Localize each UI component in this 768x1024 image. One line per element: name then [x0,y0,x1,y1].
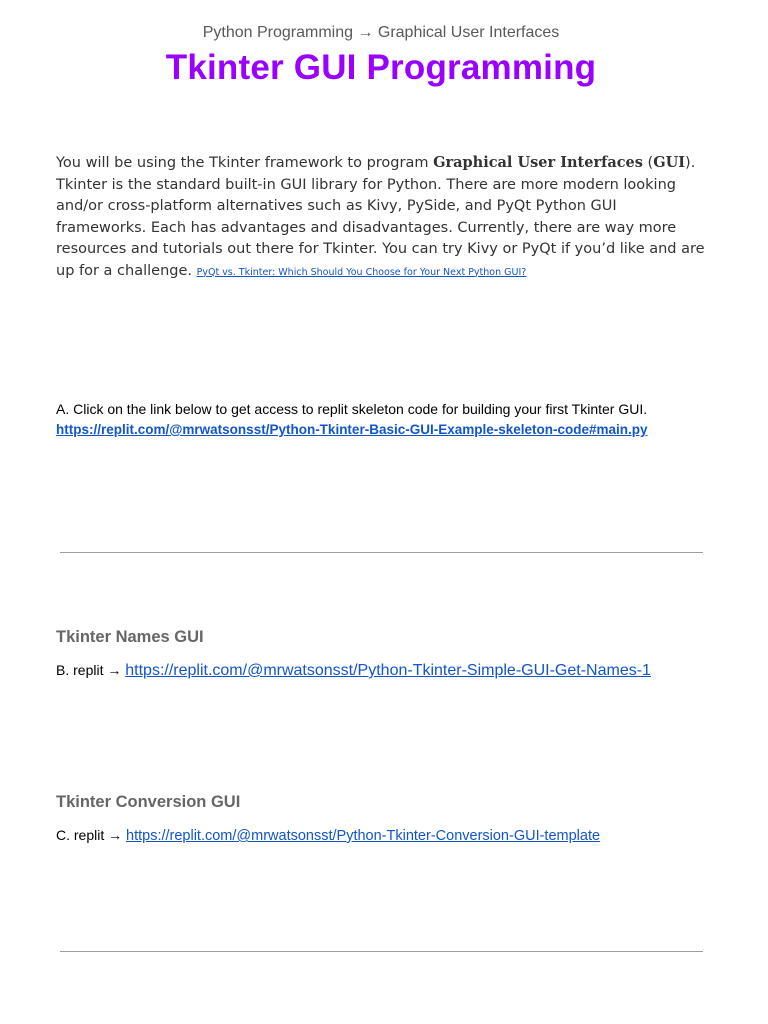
section-c-prefix: C. replit → [56,827,127,843]
horizontal-divider [60,552,703,553]
intro-paragraph [56,152,706,283]
section-b-line [56,662,651,680]
intro-text-end: ). Tkinter is the standard built-in GUI library for Python. There are more modern looking and/or cross-platform alternatives such as Kivy, PySide, and PyQt Python GUI frameworks. Each has advantages and disadvantages. Currently, there are way more resources and tutorials out there for Tkinter. You can try Kivy or PyQt if you’d like and are up for a challenge. [56,155,705,279]
replit-skeleton-link[interactable]: https://replit.com/@mrwatsonsst/Python-Tkinter-Basic-GUI-Example-skeleton-code#main.py [56,422,648,437]
intro-text-start: You will be using the Tkinter framework to program [56,155,434,171]
pyqt-vs-tkinter-link[interactable]: PyQt vs. Tkinter: Which Should You Choose for Your Next Python GUI? [196,266,527,278]
intro-paren: ( [642,155,654,171]
replit-conversion-gui-link[interactable]: https://replit.com/@mrwatsonsst/Python-Tkinter-Conversion-GUI-template [126,828,601,844]
intro-bold-phrase: Graphical User Interfaces [433,154,643,171]
page-subtitle: Python Programming → Graphical User Interfaces [202,24,560,41]
replit-names-gui-link[interactable]: https://replit.com/@mrwatsonsst/Python-Tkinter-Simple-GUI-Get-Names-1 [125,662,651,679]
page-title: Tkinter GUI Programming [165,48,597,87]
section-a-instruction: A. Click on the link below to get access to replit skeleton code for building your first Tkinter GUI. [56,401,648,417]
horizontal-divider-bottom [60,951,703,952]
section-b-prefix: B. replit → [56,662,126,678]
section-b-heading: Tkinter Names GUI [56,628,204,646]
intro-bold-abbrev: GUI [653,154,686,171]
section-c-heading: Tkinter Conversion GUI [56,793,241,811]
section-c-line [56,827,600,844]
section-a [56,399,736,440]
